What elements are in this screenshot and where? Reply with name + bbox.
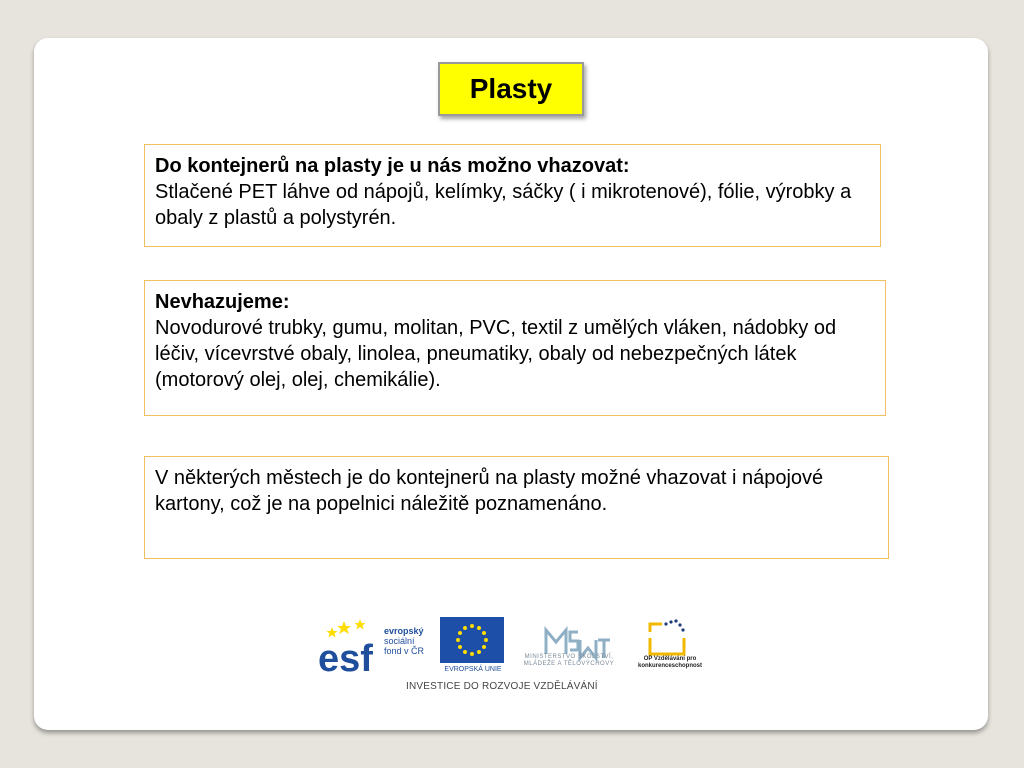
note-text: V některých městech je do kontejnerů na plasty možné vhazovat i nápojové kartony, což je na popelnici náležitě poznamenáno.	[155, 467, 824, 515]
esf-line-2: sociální	[384, 636, 415, 646]
eu-label: EVROPSKÁ UNIE	[444, 666, 502, 673]
investice-slogan: INVESTICE DO ROZVOJE VZDĚLÁVÁNÍ	[406, 681, 598, 692]
funding-logos	[318, 612, 718, 702]
allowed-items-box	[144, 144, 881, 247]
allowed-items-heading: Do kontejnerů na plasty je u nás možno vhazovat:	[155, 155, 630, 177]
forbidden-items-heading: Nevhazujeme:	[155, 291, 290, 313]
forbidden-items-box	[144, 280, 886, 416]
slide-title: Plasty	[438, 62, 584, 116]
eu-flag-icon	[440, 617, 504, 663]
esf-logo	[318, 617, 382, 675]
esf-line-3: fond v ČR	[384, 646, 425, 656]
forbidden-items-text: Novodurové trubky, gumu, molitan, PVC, textil z umělých vláken, nádobky od léčiv, vícevrstvé obaly, linolea, pneumatiky, obaly od nebezpečných látek (motorový olej, olej, chemikálie).	[155, 317, 837, 391]
msmt-label: MINISTERSTVO ŠKOLSTVÍ, MLÁDEŽE A TĚLOVÝCHOVY	[523, 654, 615, 667]
op-label: OP Vzdělávání pro konkurenceschopnost	[637, 656, 702, 669]
svg-text:esf: esf	[318, 638, 373, 675]
note-box	[144, 456, 889, 559]
esf-text	[384, 626, 424, 656]
allowed-items-text: Stlačené PET láhve od nápojů, kelímky, sáčky ( i mikrotenové), fólie, výrobky a obaly z plastů a polystyrén.	[155, 181, 852, 229]
esf-line-1: evropský	[384, 626, 424, 636]
